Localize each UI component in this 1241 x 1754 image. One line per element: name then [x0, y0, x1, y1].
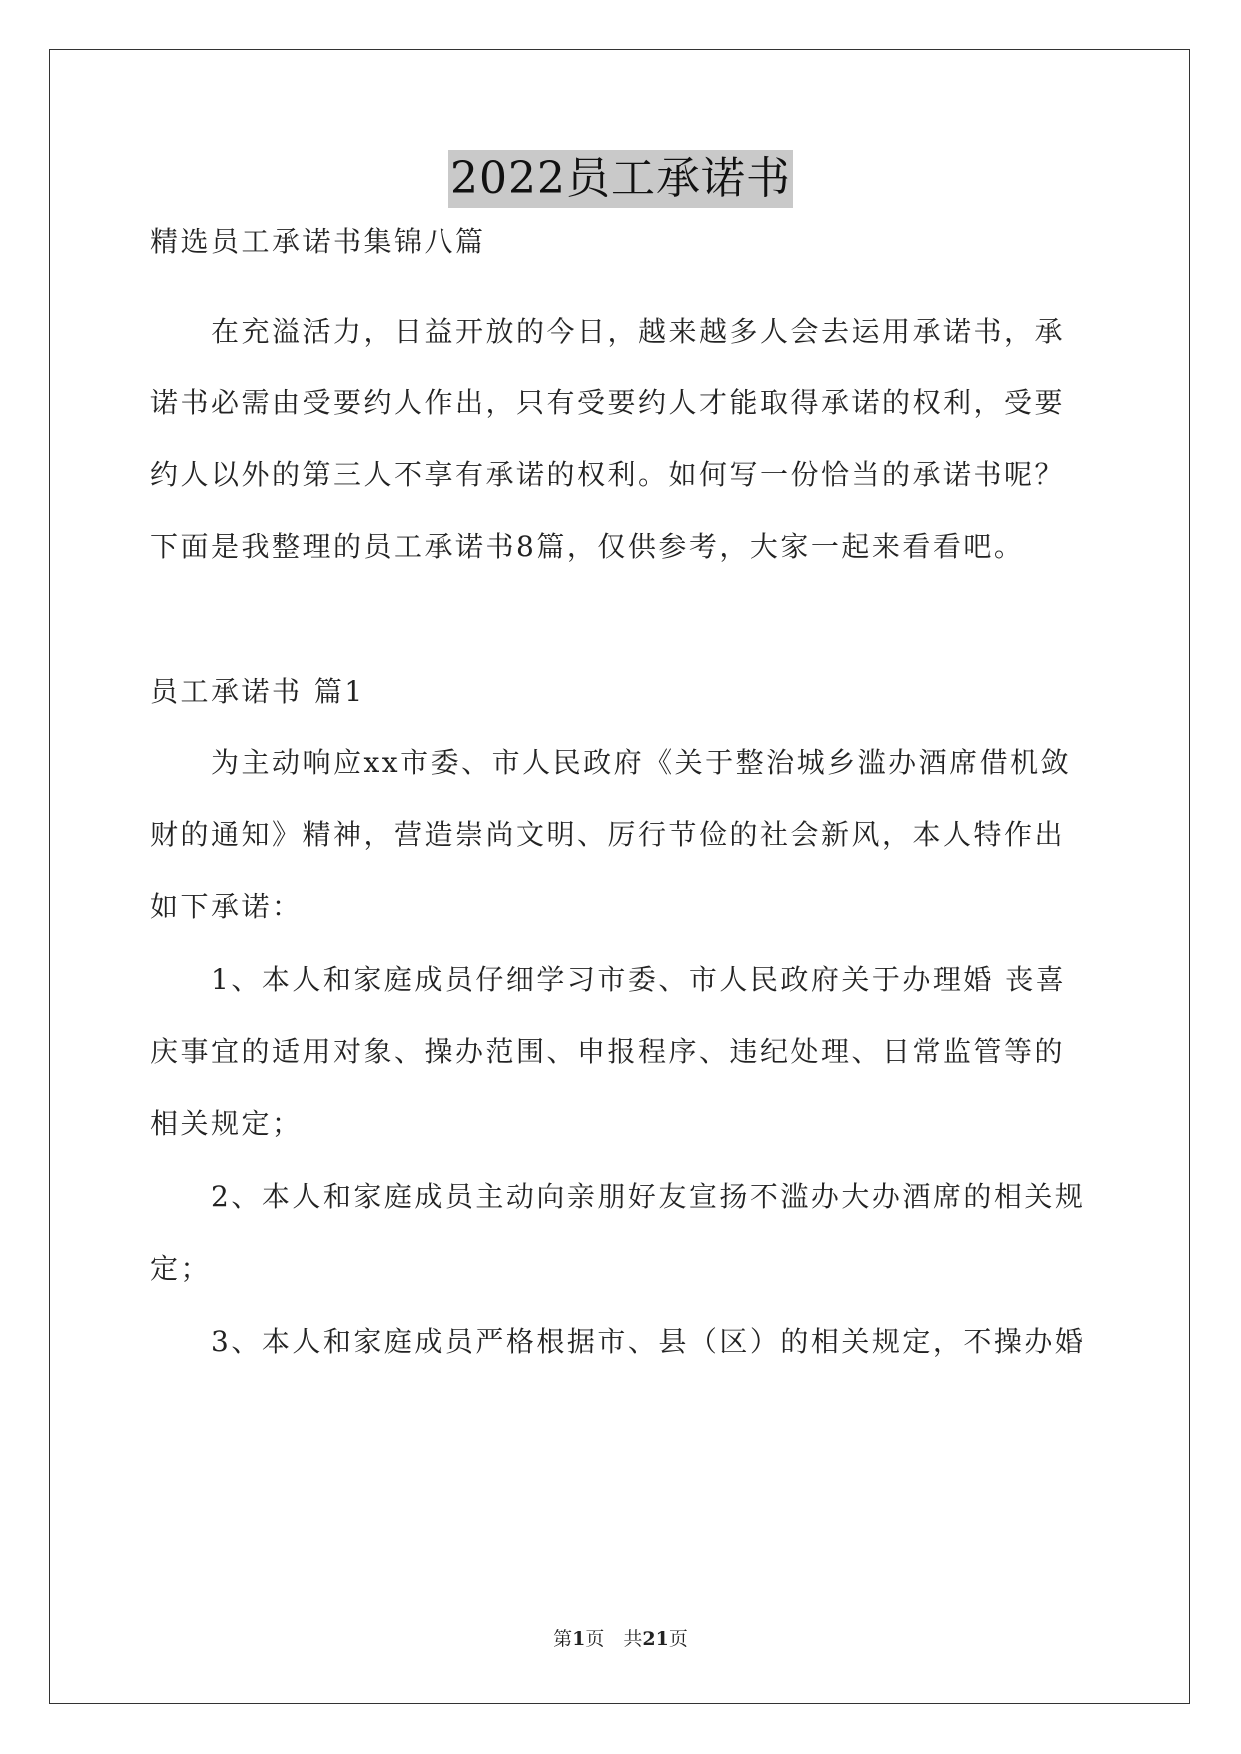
subtitle: 精选员工承诺书集锦八篇	[150, 225, 486, 258]
footer-suffix: 页	[668, 1628, 688, 1650]
title-wrap	[0, 150, 1241, 208]
intro-line-1: 在充溢活力，日益开放的今日，越来越多人会去运用承诺书，承	[150, 315, 1066, 348]
footer-total-pages: 21	[642, 1628, 669, 1650]
item1-line-1: 1、本人和家庭成员仔细学习市委、市人民政府关于办理婚 丧喜	[150, 963, 1067, 996]
intro-line-3: 约人以外的第三人不享有承诺的权利。如何写一份恰当的承诺书呢？	[150, 458, 1066, 491]
footer-prefix: 第	[553, 1628, 573, 1650]
intro-line-2: 诺书必需由受要约人作出，只有受要约人才能取得承诺的权利，受要	[150, 386, 1066, 419]
item2-line-2: 定；	[150, 1252, 212, 1285]
item1-line-3: 相关规定；	[150, 1107, 303, 1140]
para1-line-3: 如下承诺：	[150, 890, 303, 923]
footer-mid: 页 共	[585, 1628, 643, 1650]
section-heading: 员工承诺书 篇1	[150, 675, 365, 708]
para1-line-1: 为主动响应xx市委、市人民政府《关于整治城乡滥办酒席借机敛	[150, 746, 1072, 779]
footer-current-page: 1	[572, 1628, 586, 1650]
document-title: 2022员工承诺书	[448, 150, 793, 208]
page-border	[49, 49, 1190, 1704]
item1-line-2: 庆事宜的适用对象、操办范围、申报程序、违纪处理、日常监管等的	[150, 1035, 1066, 1068]
intro-line-4: 下面是我整理的员工承诺书8篇，仅供参考，大家一起来看看吧。	[150, 530, 1025, 563]
item3-line-1: 3、本人和家庭成员严格根据市、县（区）的相关规定，不操办婚	[150, 1325, 1086, 1358]
item2-line-1: 2、本人和家庭成员主动向亲朋好友宣扬不滥办大办酒席的相关规	[150, 1180, 1086, 1213]
para1-line-2: 财的通知》精神，营造崇尚文明、厉行节俭的社会新风，本人特作出	[150, 818, 1066, 851]
page-footer	[0, 1624, 1241, 1651]
